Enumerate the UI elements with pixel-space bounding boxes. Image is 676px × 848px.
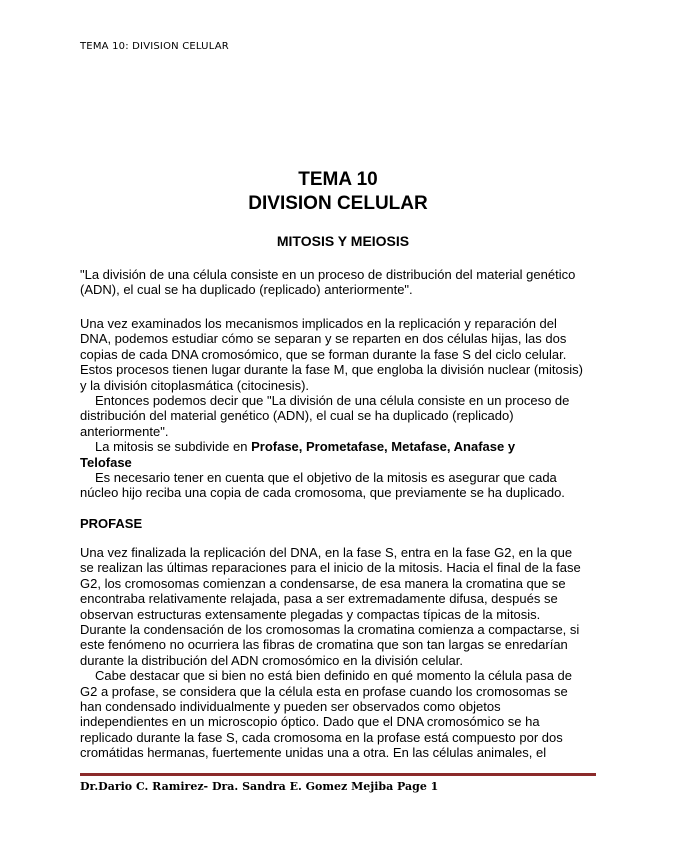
quote-paragraph [80, 267, 600, 298]
text-line: han condensado individualmente y pueden ser observados como objetos [80, 699, 501, 715]
text-line: durante la distribución del ADN cromosómico en la división celular. [80, 652, 463, 668]
text-line: anteriormente". [80, 423, 169, 439]
text-line: núcleo hijo reciba una copia de cada cromosoma, que previamente se ha duplicado. [80, 485, 565, 501]
text-line: copias de cada DNA cromosómico, que se forman durante la fase S del ciclo celular. [80, 346, 567, 362]
document-title: TEMA 10 [298, 169, 378, 190]
text-line: Estos procesos tienen lugar durante la fase M, que engloba la división nuclear (mitosis) [80, 362, 583, 378]
text-line: Una vez examinados los mecanismos implicados en la replicación y reparación del [80, 316, 557, 331]
text-line: Entonces podemos decir que "La división de una célula consiste en un proceso de [95, 393, 570, 409]
phases-list-end: Telofase [80, 454, 132, 470]
section-heading-profase: PROFASE [80, 516, 143, 531]
document-title-line2: DIVISION CELULAR [248, 193, 428, 214]
page-footer: Dr.Dario C. Ramirez- Dra. Sandra E. Gomez Mejiba Page 1 [80, 780, 439, 793]
text-line: encontraba relativamente relajada, pasa a ser extremadamente difusa, después se [80, 591, 558, 607]
text-line: Cabe destacar que si bien no está bien definido en qué momento la célula pasa de [95, 668, 572, 684]
text-line: replicado durante la fase S, cada cromosoma en la profase está compuesto por dos [80, 729, 563, 745]
text-line [80, 455, 600, 470]
text-line: distribución del material genético (ADN), el cual se ha duplicado (replicado) [80, 408, 514, 424]
text-line: Durante la condensación de los cromosomas la cromatina comienza a compactarse, si [80, 622, 580, 638]
text-line: independientes en un microscopio óptico. Dado que el DNA cromosómico se ha [80, 714, 540, 730]
text-line: se realizan las últimas reparaciones para el inicio de la mitosis. Hacia el final de la fase [80, 560, 581, 576]
text-line: cromátidas hermanas, fuertemente unidas una a otra. En las células animales, el [80, 745, 547, 761]
text-line: este fenómeno no ocurriera las fibras de cromatina que son tan largas se enredarían [80, 637, 568, 653]
profase-paragraph [80, 545, 600, 761]
footer-divider [80, 773, 596, 776]
text-line: Una vez finalizada la replicación del DNA, en la fase S, entra en la fase G2, en la que [80, 545, 573, 560]
phases-list: Profase, Prometafase, Metafase, Anafase y [251, 439, 516, 455]
text-line: observan estructuras extensamente plegadas y compactas típicas de la mitosis. [80, 606, 541, 622]
text-line: G2 a profase, se considera que la célula esta en profase cuando los cromosomas se [80, 683, 568, 699]
text-line [80, 439, 600, 454]
text-line: Es necesario tener en cuenta que el objetivo de la mitosis es asegurar que cada [95, 470, 557, 486]
text-line: G2, los cromosomas comienzan a condensarse, de esa manera la cromatina que se [80, 575, 566, 591]
text-line: DNA, podemos estudiar cómo se separan y se reparten en dos células hijas, las dos [80, 331, 567, 347]
document-subtitle: MITOSIS Y MEIOSIS [276, 233, 410, 249]
text-line: (ADN), el cual se ha duplicado (replicado) anteriormente". [80, 282, 413, 298]
mitosis-intro-text: La mitosis se subdivide en [95, 439, 252, 455]
intro-paragraph [80, 316, 600, 501]
page-header: TEMA 10: DIVISION CELULAR [80, 41, 229, 52]
text-line: "La división de una célula consiste en un proceso de distribución del material genético [80, 267, 576, 282]
text-line: y la división citoplasmática (citocinesis). [80, 377, 310, 393]
